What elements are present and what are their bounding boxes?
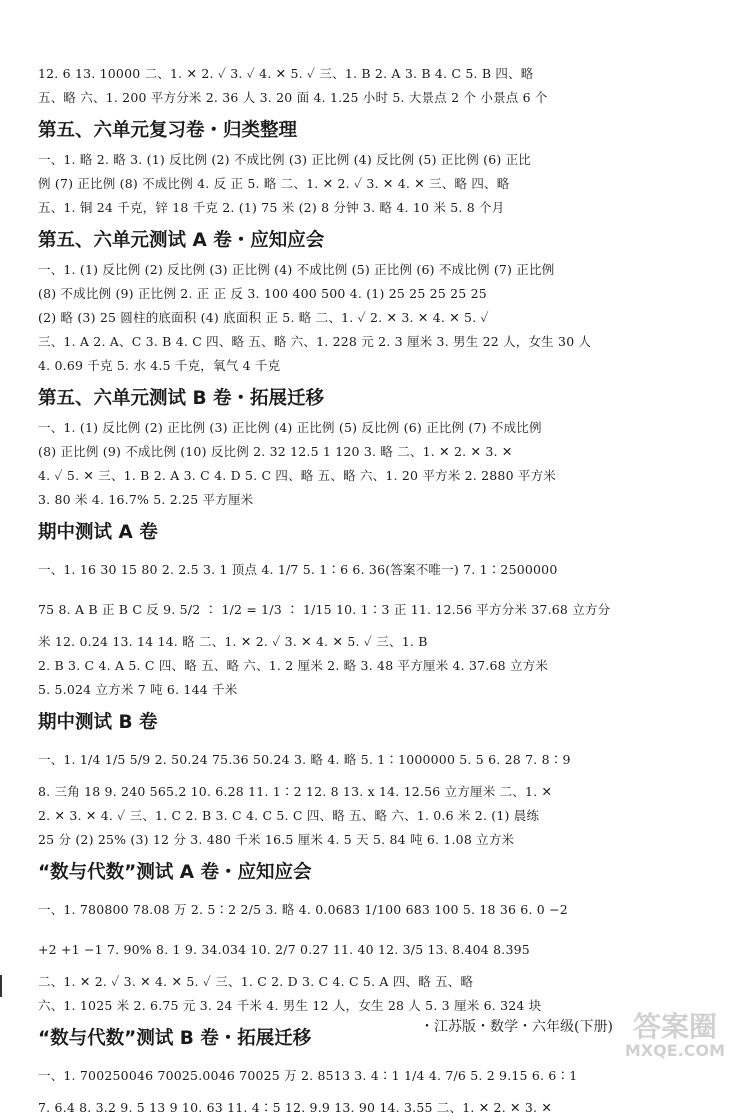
watermark-logo [605,1012,745,1062]
answer-line: 米 12. 0.24 13. 14 14. 略 二、1. ✕ 2. ✓ 3. ✕ 4. ✕ 5. ✓ 三、1. B [38,634,428,649]
answer-line: 5. 5.024 立方米 7 吨 6. 144 千米 [38,682,238,697]
section-heading: “数与代数”测试 A 卷・应知应会 [38,862,312,883]
answer-line: (8) 不成比例 (9) 正比例 2. 正 正 反 3. 100 400 500 4. (1) 25 25 25 25 25 [38,286,487,301]
answer-line: 二、1. ✕ 2. ✓ 3. ✕ 4. ✕ 5. ✓ 三、1. C 2. D 3. C 4. C 5. A 四、略 五、略 [38,974,474,989]
answer-line: 7. 6.4 8. 3.2 9. 5 13 9 10. 63 11. 4∶5 12. 9.9 13. 90 14. 3.55 二、1. ✕ 2. ✕ 3. ✕ [38,1100,553,1115]
answer-line: (2) 略 (3) 25 圆柱的底面积 (4) 底面积 正 5. 略 二、1. ✓ 2. ✕ 3. ✕ 4. ✕ 5. ✓ [38,310,489,325]
section-heading: 期中测试 B 卷 [38,712,158,733]
answer-line: 2. ✕ 3. ✕ 4. ✓ 三、1. C 2. B 3. C 4. C 5. C 四、略 五、略 六、1. 0.6 米 2. (1) 晨练 [38,808,540,823]
section-heading: “数与代数”测试 B 卷・拓展迁移 [38,1028,312,1049]
answer-line: 25 分 (2) 25% (3) 12 分 3. 480 千米 16.5 厘米 4. 5 天 5. 84 吨 6. 1.08 立方米 [38,832,515,847]
answer-line: 一、1. 略 2. 略 3. (1) 反比例 (2) 不成比例 (3) 正比例 (4) 反比例 (5) 正比例 (6) 正比 [38,152,531,167]
answer-line: +2 +1 −1 7. 90% 8. 1 9. 34.034 10. 2/7 0.27 11. 40 12. 3/5 13. 8.404 8.395 [38,942,530,957]
answer-line: 8. 三角 18 9. 240 565.2 10. 6.28 11. 1∶2 12. 8 13. x 14. 12.56 立方厘米 二、1. ✕ [38,784,553,799]
answer-line: 三、1. A 2. A、C 3. B 4. C 四、略 五、略 六、1. 228 元 2. 3 厘米 3. 男生 22 人，女生 30 人 [38,334,592,349]
answer-line: 六、1. 1025 米 2. 6.75 元 3. 24 千米 4. 男生 12 人，女生 28 人 5. 3 厘米 6. 324 块 [38,998,542,1013]
answer-line: 五、略 六、1. 200 平方分米 2. 36 人 3. 20 面 4. 1.25 小时 5. 大景点 2 个 小景点 6 个 [38,90,548,105]
section-heading: 第五、六单元复习卷・归类整理 [38,120,298,141]
watermark-top: 答案圈 [632,1010,717,1043]
answer-line: 4. 0.69 千克 5. 水 4.5 千克，氧气 4 千克 [38,358,281,373]
answer-line: 五、1. 铜 24 千克，锌 18 千克 2. (1) 75 米 (2) 8 分钟 3. 略 4. 10 米 5. 8 个月 [38,200,505,215]
answer-line: 2. B 3. C 4. A 5. C 四、略 五、略 六、1. 2 厘米 2. 略 3. 48 平方厘米 4. 37.68 立方米 [38,658,549,673]
section-heading: 第五、六单元测试 A 卷・应知应会 [38,230,325,251]
answer-line: 4. ✓ 5. ✕ 三、1. B 2. A 3. C 4. D 5. C 四、略 五、略 六、1. 20 平方米 2. 2880 平方米 [38,468,556,483]
section-heading: 第五、六单元测试 B 卷・拓展迁移 [38,388,324,409]
answer-line: 例 (7) 正比例 (8) 不成比例 4. 反 正 5. 略 二、1. ✕ 2. ✓ 3. ✕ 4. ✕ 三、略 四、略 [38,176,510,191]
answer-line: 一、1. 1/4 1/5 5/9 2. 50.24 75.36 50.24 3. 略 4. 略 5. 1∶1000000 5. 5 6. 28 7. 8∶9 [38,752,571,767]
section-heading: 期中测试 A 卷 [38,522,158,543]
watermark-bottom: MXQE.COM [624,1041,726,1060]
answer-line: 一、1. (1) 反比例 (2) 反比例 (3) 正比例 (4) 不成比例 (5) 正比例 (6) 不成比例 (7) 正比例 [38,262,555,277]
answer-line: 3. 80 米 4. 16.7% 5. 2.25 平方厘米 [38,492,254,507]
answer-line: 一、1. 16 30 15 80 2. 2.5 3. 1 顶点 4. 1/7 5. 1∶6 6. 36(答案不唯一) 7. 1∶2500000 [38,562,558,577]
answer-line: 一、1. (1) 反比例 (2) 正比例 (3) 正比例 (4) 正比例 (5) 反比例 (6) 正比例 (7) 不成比例 [38,420,542,435]
answer-page [38,62,718,1120]
answer-line: 12. 6 13. 10000 二、1. ✕ 2. ✓ 3. ✓ 4. ✕ 5. ✓ 三、1. B 2. A 3. B 4. C 5. B 四、略 [38,66,534,81]
answer-line: 一、1. 700250046 70025.0046 70025 万 2. 8513 3. 4∶1 1/4 4. 7/6 5. 2 9.15 6. 6∶1 [38,1068,578,1083]
answer-line: 75 8. A B 正 B C 反 9. 5/2 ∶ 1/2 = 1/3 ∶ 1/15 10. 1∶3 正 11. 12.56 平方分米 37.68 立方分 [38,602,611,617]
answer-line: (8) 正比例 (9) 不成比例 (10) 反比例 2. 32 12.5 1 120 3. 略 二、1. ✕ 2. ✕ 3. ✕ [38,444,513,459]
answer-line: 一、1. 780800 78.08 万 2. 5∶2 2/5 3. 略 4. 0.0683 1/100 683 100 5. 18 36 6. 0 −2 [38,902,568,917]
page-edge-mark [0,975,8,997]
page-footer: ・江苏版・数学・六年级(下册) [420,1019,613,1035]
